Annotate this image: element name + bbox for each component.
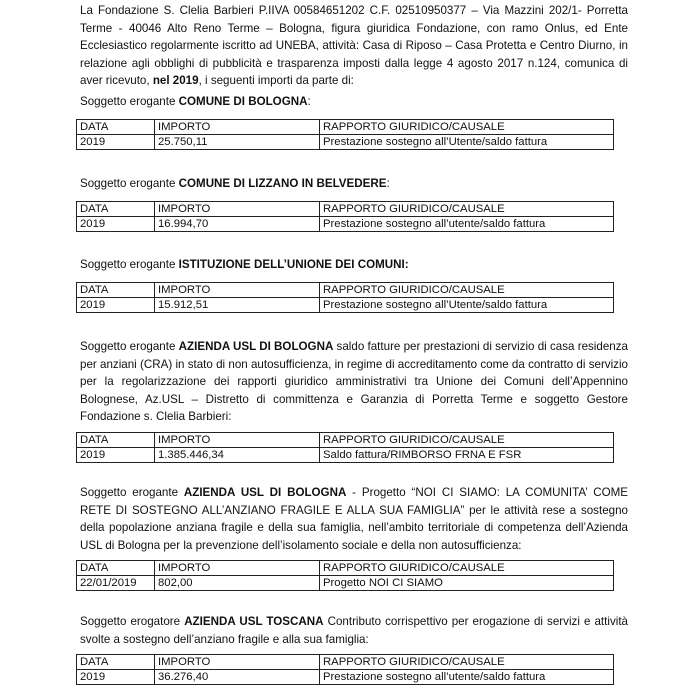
amounts-table [76,432,614,463]
heading-suffix: : [386,177,390,190]
heading-prefix: Soggetto erogante [80,340,179,353]
header-data: DATA [77,282,155,297]
section-heading [80,338,628,426]
header-rapporto: RAPPORTO GIURIDICO/CAUSALE [320,655,614,670]
section-istituzione-unione [80,256,628,313]
header-rapporto: RAPPORTO GIURIDICO/CAUSALE [320,561,614,576]
table-header-row [77,655,614,670]
heading-prefix: Soggetto erogatore [80,615,185,628]
header-data: DATA [77,655,155,670]
cell-importo: 25.750,11 [155,134,320,149]
table-header-row [77,201,614,216]
amounts-table [76,654,614,685]
header-data: DATA [77,119,155,134]
heading-suffix: Contributo corrispettivo per erogazione di servizi e attività svolte a sostegno dell’anziano fragile e alla sua famiglia: [80,615,628,646]
cell-importo: 15.912,51 [155,297,320,312]
amounts-table [76,119,614,150]
header-importo: IMPORTO [155,282,320,297]
heading-entity: AZIENDA USL DI BOLOGNA [183,486,347,499]
section-heading [80,93,628,111]
table-row [77,134,614,149]
heading-entity: AZIENDA USL TOSCANA [184,615,324,628]
intro-text-end: , i seguenti importi da parte di: [198,74,354,88]
cell-importo: 1.385.446,34 [155,447,320,462]
cell-importo: 16.994,70 [155,216,320,231]
header-data: DATA [77,561,155,576]
header-importo: IMPORTO [155,655,320,670]
table-row [77,447,614,462]
table-header-row [77,432,614,447]
cell-causale: Prestazione sostegno all’Utente/saldo fattura [320,134,614,149]
cell-data: 2019 [77,297,155,312]
heading-entity: COMUNE DI LIZZANO IN BELVEDERE [178,177,387,190]
table-row [77,216,614,231]
table-row [77,576,614,591]
heading-entity: AZIENDA USL DI BOLOGNA [178,340,334,353]
section-heading [80,175,628,193]
amounts-table [76,282,614,313]
section-heading [80,256,628,274]
cell-data: 2019 [77,216,155,231]
intro-text: La Fondazione S. Clelia Barbieri P.IIVA 00584651202 C.F. 02510950377 – Via Mazzini 202/1- Porretta Terme - 40046 Alto Reno Terme – Bologna, figura giuridica Fondazione, con ramo Onlus, ed Ente Ecclesiastico regolarmente iscritto ad UNEBA, attività: Casa di Riposo – Casa Protetta e Centro Diurno, in relazione agli obblighi di pubblicità e trasparenza imposti dalla legge 4 agosto 2017 n.124, comunica di aver ricevuto, [80,4,628,88]
section-ausl-bologna-cra [80,338,628,463]
section-heading [80,613,628,648]
header-rapporto: RAPPORTO GIURIDICO/CAUSALE [320,119,614,134]
cell-importo: 36.276,40 [155,670,320,685]
cell-data: 2019 [77,134,155,149]
heading-prefix: Soggetto erogante [80,177,179,190]
heading-prefix: Soggetto erogante [80,258,179,271]
table-row [77,670,614,685]
header-importo: IMPORTO [155,432,320,447]
intro-paragraph [80,2,628,90]
header-importo: IMPORTO [155,201,320,216]
cell-causale: Prestazione sostegno all’utente/saldo fattura [320,670,614,685]
intro-year: nel 2019 [152,74,199,88]
section-ausl-bologna-progetto [80,484,628,591]
header-importo: IMPORTO [155,561,320,576]
heading-prefix: Soggetto erogante [80,486,184,499]
header-data: DATA [77,432,155,447]
header-rapporto: RAPPORTO GIURIDICO/CAUSALE [320,201,614,216]
cell-causale: Saldo fattura/RIMBORSO FRNA E FSR [320,447,614,462]
section-comune-bologna [80,93,628,150]
header-importo: IMPORTO [155,119,320,134]
table-header-row [77,119,614,134]
cell-data: 2019 [77,447,155,462]
header-data: DATA [77,201,155,216]
cell-data: 22/01/2019 [77,576,155,591]
section-ausl-toscana [80,613,628,685]
table-header-row [77,282,614,297]
table-header-row [77,561,614,576]
heading-entity: COMUNE DI BOLOGNA [178,95,308,108]
cell-data: 2019 [77,670,155,685]
header-rapporto: RAPPORTO GIURIDICO/CAUSALE [320,282,614,297]
table-row [77,297,614,312]
header-rapporto: RAPPORTO GIURIDICO/CAUSALE [320,432,614,447]
heading-suffix: : [307,95,311,108]
heading-entity: ISTITUZIONE DELL’UNIONE DEI COMUNI: [178,258,409,271]
cell-importo: 802,00 [155,576,320,591]
section-heading [80,484,628,554]
cell-causale: Progetto NOI CI SIAMO [320,576,614,591]
heading-suffix: saldo fatture per prestazioni di servizio di casa residenza per anziani (CRA) in stato di non autosufficienza, in regime di accreditamento come da contratto di servizio per la regolarizzazione dei rapporti giuridico amministrativi tra Unione dei Comuni dell’Appennino Bolognese, Az.USL – Distretto di committenza e Garanzia di Porretta Terme e soggetto Gestore Fondazione s. Clelia Barbieri: [80,340,628,424]
heading-prefix: Soggetto erogante [80,95,179,108]
cell-causale: Prestazione sostegno all’Utente/saldo fattura [320,297,614,312]
heading-suffix: - Progetto “NOI CI SIAMO: LA COMUNITA’ COME RETE DI SOSTEGNO ALL’ANZIANO FRAGILE E ALLA SUA FAMIGLIA” per le attività rese a sostegno della popolazione anziana fragile e della sua famiglia, nell’ambito territoriale di competenza dell’Azienda USL di Bologna per la prevenzione dell’isolamento sociale e della non autosufficienza: [80,486,628,552]
cell-causale: Prestazione sostegno all’utente/saldo fattura [320,216,614,231]
section-comune-lizzano [80,175,628,232]
amounts-table [76,560,614,591]
amounts-table [76,201,614,232]
